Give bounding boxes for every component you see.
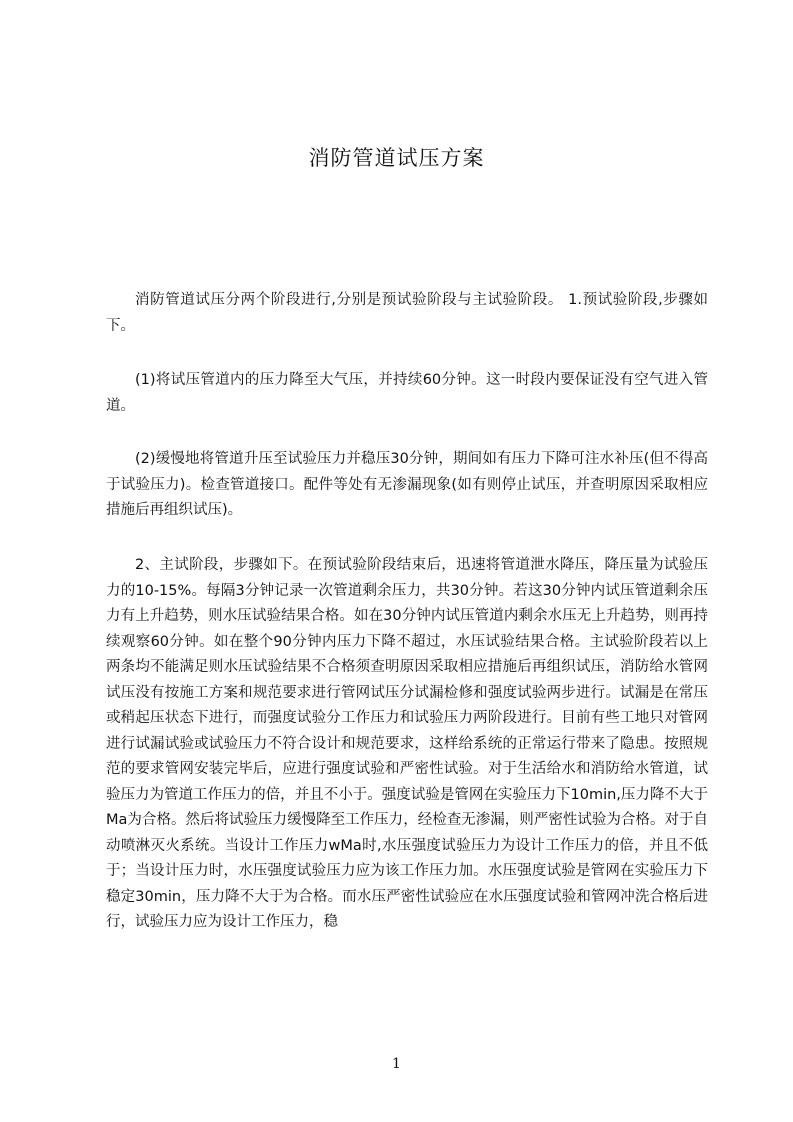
page-number: 1 bbox=[392, 1056, 401, 1072]
paragraph-pretest-intro bbox=[106, 288, 708, 339]
paragraph-text: 消防管道试压分两个阶段进行,分别是预试验阶段与主试验阶段。 1.预试验阶段,步骤如下。 bbox=[106, 292, 708, 334]
paragraph-text: (2)缓慢地将管道升压至试验压力并稳压30分钟，期间如有压力下降可注水补压(但不得高于试验压力)。检查管道接口。配件等处有无渗漏现象(如有则停止试压，并查明原因采取相应措施后再组织试压)。 bbox=[106, 451, 708, 518]
paragraph-step-1 bbox=[106, 368, 708, 419]
paragraph-main-test bbox=[106, 553, 708, 936]
paragraph-step-2 bbox=[106, 447, 708, 524]
document-title: 消防管道试压方案 bbox=[308, 146, 485, 170]
paragraph-text: 2、主试阶段，步骤如下。在预试验阶段结束后，迅速将管道泄水降压，降压量为试验压力的10-15%。每隔3分钟记录一次管道剩余压力，共30分钟。若这30分钟内试压管道剩余压力有上升趋势，则水压试验结果合格。如在30分钟内试压管道内剩余水压无上升趋势，则再持续观察60分钟。如在整个90分钟内压力下降不超过，水压试验结果合格。主试验阶段若以上两条均不能满足则水压试验结果不合格须查明原因采取相应措施后再组织试压，消防给水管网试压没有按施工方案和规范要求进行管网试压分试漏检修和强度试验两步进行。试漏是在常压或稍起压状态下进行，而强度试验分工作压力和试验压力两阶段进行。目前有些工地只对管网进行试漏试验或试验压力不符合设计和规范要求，这样给系统的正常运行带来了隐患。按照规范的要求管网安装完毕后，应进行强度试验和严密性试验。对于生活给水和消防给水管道，试验压力为管道工作压力的倍，并且不小于。强度试验是管网在实验压力下10min,压力降不大于Ma为合格。然后将试验压力缓慢降至工作压力，经检查无渗漏，则严密性试验为合格。对于自动喷淋灭火系统。当设计工作压力wMa时,水压强度试验压力为设计工作压力的倍，并且不低于；当设计压力时，水压强度试验压力应为该工作压力加。水压强度试验是管网在实验压力下稳定30min，压力降不大于为合格。而水压严密性试验应在水压强度试验和管网冲洗合格后进行，试验压力应为设计工作压力，稳 bbox=[106, 557, 708, 930]
paragraph-text: (1)将试压管道内的压力降至大气压，并持续60分钟。这一时段内要保证没有空气进入管道。 bbox=[106, 372, 708, 414]
